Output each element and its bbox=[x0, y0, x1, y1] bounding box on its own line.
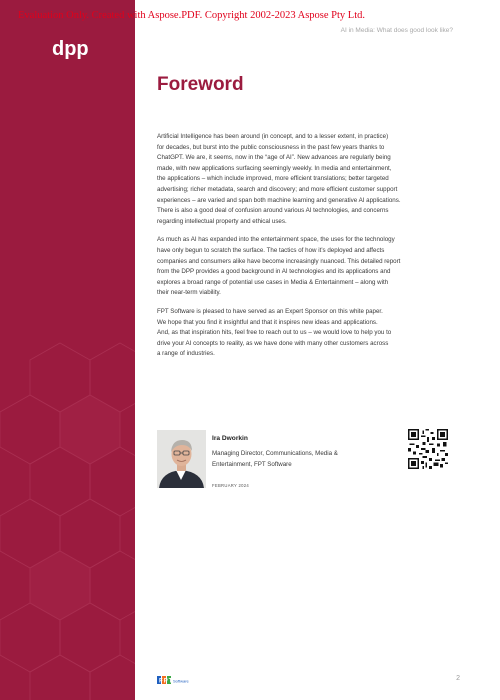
paragraph: As much as AI has expanded into the entertainment space, the uses for the technology have only begun to scratch the surface. The tactics of how it’s deployed and affects companies and consumers alike have become increasingly nuanced. This detailed report from the DPP provides a good background in AI technologies and its applications and explores a broad range of potential use cases in Media & Entertainment – along with their near-term viability. bbox=[157, 236, 401, 297]
author-photo bbox=[157, 430, 206, 488]
qr-code bbox=[408, 429, 448, 469]
paragraph: FPT Software is pleased to have served as an Expert Sponsor on this white paper. We hope that you find it insightful and that it inspires new ideas and applications. And, as that inspiration hits, feel free to reach out to us – we would love to help you to drive your AI concepts to reality, as we have done with many other customers across a range of industries. bbox=[157, 307, 392, 358]
sidebar-band bbox=[0, 0, 135, 700]
svg-text:T: T bbox=[168, 678, 173, 685]
svg-text:F: F bbox=[159, 678, 163, 685]
svg-text:dpp: dpp bbox=[52, 38, 89, 60]
author-role: Managing Director, Communications, Media & Entertainment, FPT Software bbox=[212, 450, 338, 468]
svg-text:P: P bbox=[163, 678, 168, 685]
publication-date: FEBRUARY 2024 bbox=[212, 483, 250, 488]
foreword-body bbox=[157, 132, 457, 368]
page-title: Foreword bbox=[157, 74, 244, 95]
fpt-software-logo bbox=[157, 674, 197, 686]
paragraph: Artificial Intelligence has been around (in concept, and to a lesser extent, in practice) for decades, but burst into the public consciousness in the past few years thanks to ChatGPT. We are, it seems, now in the “age of AI”. New advances are regularly being made, with new applications surfacing seemingly weekly. In media and entertainment, the applications – which include improved, more efficient translations; better targeted advertising; richer metadata, search and discovery; and more efficient customer support experiences – are varied and span both machine learning and generative AI applications. There is also a good deal of confusion around various AI technologies, and concerns regarding intellectual property and ethical uses. bbox=[157, 133, 401, 225]
svg-text:Software: Software bbox=[173, 678, 189, 684]
page-number: 2 bbox=[456, 675, 460, 682]
author-name: Ira Dworkin bbox=[212, 435, 248, 442]
evaluation-watermark: Evaluation Only. Created with Aspose.PDF. Copyright 2002-2023 Aspose Pty Ltd. bbox=[18, 10, 366, 21]
hexagon-pattern bbox=[0, 0, 135, 700]
running-title: AI in Media: What does good look like? bbox=[340, 27, 453, 34]
dpp-logo bbox=[52, 38, 100, 62]
